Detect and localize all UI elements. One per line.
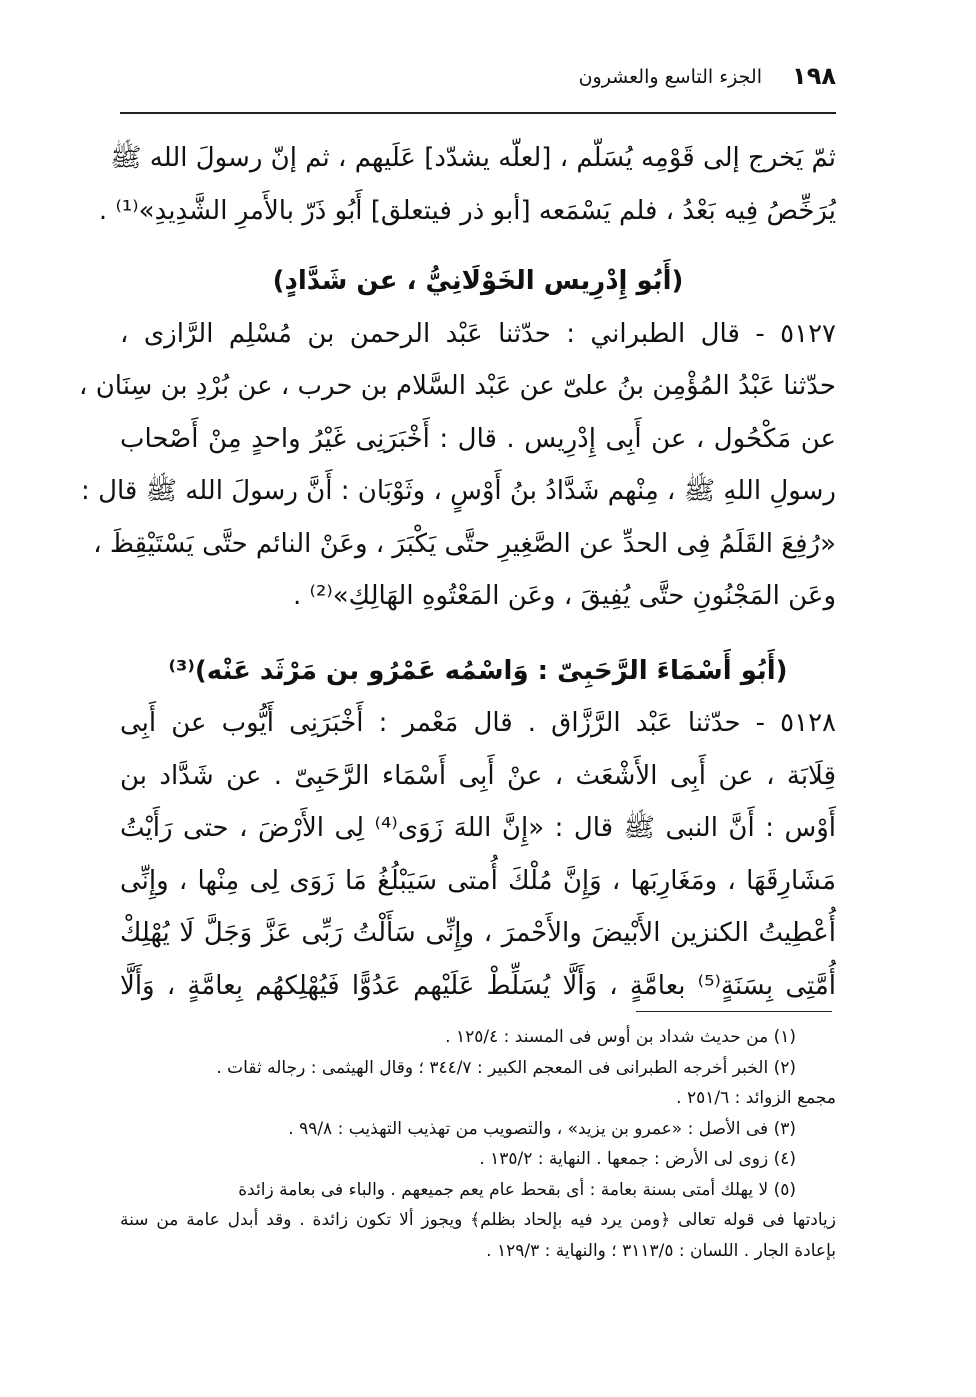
page-number: ١٩٨ [792,62,836,90]
footnote-2: (٢) الخبر أخرجه الطبرانى فى المعجم الكبير : ٣٤٤/٧ ؛ وقال الهيثمى : رجاله ثقات . [216,1057,796,1078]
footnote-3: (٣) فى الأصل : «عمرو بن يزيد» ، والتصويب من تهذيب التهذيب : ٩٩/٨ . [288,1118,796,1139]
text-line: ثمّ يَخرج إلى قَوْمِه يُسَلّم ، [لعلّه يشدّد] عَلَيهم ، ثم إنّ رسولَ الله ﷺ [110,143,836,173]
text-line: «رُفِعَ القَلَمُ فِى الحدِّ عن الصَّغِيرِ حتَّى يَكْبَرَ ، وعَنْ النائم حتَّى يَسْتَيْقِظَ ، [93,528,836,559]
text-line: حدّثنا عَبْدُ المُؤْمِن بنُ علىّ عن عَبْد السَّلام بن حرب ، عن بُرْدِ بن سِنَان ، [79,371,836,401]
footnote-5: (٥) لا يهلك أمتى بسنة بعامة : أى بقحط عام يعم جميعهم . والباء فى بعامة زائدة [238,1179,796,1200]
text-line: يُرَخِّصُ فِيه بَعْدُ ، فلم يَسْمَعه [أبو ذر فيتعلق] أَبُو ذَرّ بالأَمرِ الشَّدِيدِ»⁽¹⁾ . [98,195,836,226]
section-heading: (أَبُو أَسْمَاءَ الرَّحَبِىّ : وَاسْمُه عَمْرُو بن مَرْثَد عَنْه)⁽³⁾ [168,655,788,686]
footnote-rule [636,1011,832,1012]
footnote-5-continued: بإعادة الجار . اللسان : ٣١١٣/٥ ؛ والنهاية : ١٢٩/٣ . [486,1240,836,1261]
footnote-1: (١) من حديث شداد بن أوس فى المسند : ١٢٥/٤ . [445,1027,796,1047]
footnote-2-continued: مجمع الزوائد : ٢٥١/٦ . [676,1088,836,1108]
text-line: مَشَارِقَهَا ، ومَغَارِبَها ، وَإِنَّ مُلْكَ أُمتى سَيَبْلُغُ مَا زَوَى لِى مِنْها ، وإِنِّى [120,865,836,896]
text-line: أُعْطِيتُ الكنزين الأَبْيضَ والأَحْمرَ ، وإِنِّى سَأَلْتُ رَبِّى عَزَّ وَجَلَّ لَا يُهْلِكْ [120,918,836,948]
text-line: قِلَابَة ، عن أَبِى الأَشْعَث ، عنْ أَبِى أَسْمَاء الرَّحَبِىّ . عن شَدَّاد بن [120,760,836,791]
page-header [120,60,836,100]
text-line: ٥١٢٧ - قال الطبراني : حدّثنا عَبْد الرحمن بن مُسْلِم الرَّازى ، [120,318,836,349]
text-line: رسولِ اللهِ ﷺ ، مِنْهم شَدَّادُ بنُ أَوْسٍ ، وثَوْبَان : أَنَّ رسولَ الله ﷺ قال : [81,476,836,506]
running-title: الجزء التاسع والعشرون [578,66,762,88]
text-line: ٥١٢٨ - حدّثنا عَبْد الرَّزَّاق . قال مَعْمر : أَخْبَرَنِى أَيُّوب عن أَبِى [120,708,836,738]
main-text [79,132,836,1012]
text-line: أُمَّتِى بِسَنَةٍ⁽⁵⁾ بعامَّةٍ ، وَأَلَّا يُسَلِّطْ عَلَيْهم عَدُوًّا فَيُهْلِكهُم بِعامَّةٍ ، وَأَلَّا [120,970,836,1001]
spacer [120,237,836,255]
footnote-5-continued: زيادتها فى قوله تعالى ﴿ومن يرد فيه بإلحاد بظلم﴾ ويجوز ألا تكون زائدة . وقد أبدل عامة من سنة [120,1210,836,1230]
header-rule [120,112,836,114]
text-line: عن مَكْحُول ، عن أَبِى إِدْرِيس . قال : أَخْبَرَنِى غَيْرُ واحدٍ مِنْ أَصْحاب [120,423,836,454]
section-heading: (أَبُو إِدْرِيس الخَوْلَانِيُّ ، عن شَدَّادٍ) [272,266,684,296]
footnotes [120,1022,836,1266]
text-line: أَوْس : أَنَّ النبى ﷺ قال : «إِنَّ اللهَ زَوَى⁽⁴⁾ لِى الأَرْضَ ، حتى رَأَيْتُ [120,813,836,843]
text-line: وعَن المَجْنُونِ حتَّى يُفِيقَ ، وعَن المَعْتُوهِ الهَالِكِ»⁽²⁾ . [293,581,836,611]
spacer [120,623,836,645]
footnote-4: (٤) زوى لى الأرض : جمعها . النهاية : ١٣٥/٢ . [479,1149,796,1169]
